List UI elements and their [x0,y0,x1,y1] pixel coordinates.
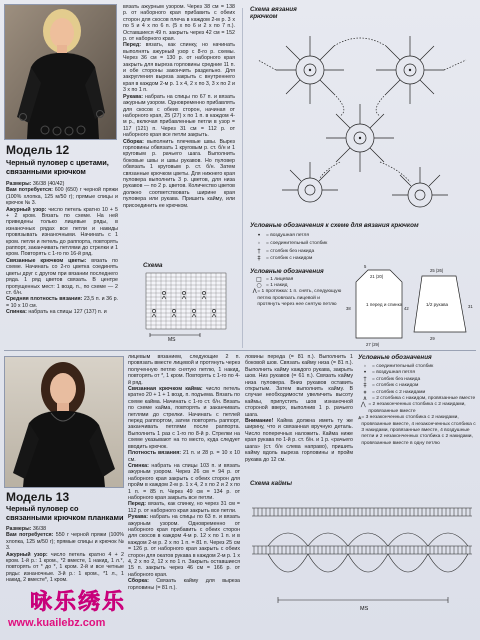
model13-text-col2 [128,354,240,636]
model12-col2-p0: вязать ажурным узором. Через 38 см = 138 р. от наборного края прибавить с обеих сторон для скосов плеча в каждом 2-м р. 3 x по 5 и 4 x по 6 п. (5 x по 6 и 2 x по 7 п.). Оставшиеся 49 п. закрыть через 42 см = 152 р. от наборного края. [123,4,235,43]
model13-scheme-title: Схема каймы [250,480,292,487]
slip-stitch-icon: ◦ [257,239,261,247]
model12-col1-p1: Вам потребуется: 600 (650) г черной пряжи (100% хлопка, 125 м/50 г); прямые спицы и крючок № 3. [6,187,118,207]
pattern-piece-sleeve: 1/2 рукава [426,302,449,307]
chart-ms-marker: MS [168,337,176,343]
model12-col2-p1: Перед: вязать, как спинку, но начинать выполнять ажурный узор с 8-го р. схемы. Через 36 см = 130 р. от наборного края закрыть для выреза горловины средние 11 п. и обе стороны закончить раздельно. Для закругления выреза закрыть с внутреннего края в каждом 2-м р. 1 x 4, 2 x по 3, 3 x по 2 и 3 x по 1 п. [123,42,235,94]
legend-row: ◦ = соединительный столбик [252,240,432,248]
legend-row: • = воздушная петля [252,232,432,240]
svg-text:21 (20): 21 (20) [370,274,384,279]
chain-stitch-icon: • [363,369,367,377]
model13-text-col1 [6,526,124,588]
model12-photo-illustration [5,5,116,139]
model12-legend [252,232,432,263]
knitting-chart [140,271,236,343]
model12-legend-title: Условные обозначения к схеме для вязания крючком [250,222,419,229]
model12-col1-p0: Размеры: 36/38 (40/42) [6,181,65,187]
edging-crochet-scheme [248,490,476,616]
knit-stitch-icon: □ [256,276,262,283]
model12-scheme-title: Схема вязания крючком [250,6,297,20]
model13-photo-illustration [5,357,123,487]
edging-ms-marker: MS [360,606,369,612]
single-crochet-icon: † [257,247,261,255]
legend-row: † = столбик без накида [358,377,476,383]
treble-crochet-icon: ⧧ [363,388,367,396]
svg-text:27 (29): 27 (29) [366,342,380,347]
svg-text:38: 38 [346,306,351,311]
model13-subtitle: Черный пуловер со связанными крючком планками [6,504,124,522]
model12-legend2 [252,277,344,308]
yarn-over-icon: ○ [256,282,262,290]
model13-col1-p2: Ажурный узор: число петель кратно 4 + 2 кром. 1-й р.: 1 кром., *2 вместе, 1 накид, 1 л.*, повторять от * до *, 1 кром. 2-й и все четные ряды: изнаночные. 3-й р.: 1 кром., *1 л., 1 накид, 2 вместе*, 1 кром. [6,551,124,584]
site-url-watermark: www.kuailebz.com [8,617,106,629]
legend-row: • = воздушная петля [358,370,476,376]
dc2tog-icon: ∧ [362,395,368,403]
legend-row: ∧ = 2 столбика с накидом, провязанные вместе [358,396,476,402]
chain-stitch-icon: • [257,232,261,239]
decrease-icon: Λ [252,288,257,296]
model12-chart-title: Схема [143,262,163,269]
pattern-piece-front-back: 1 перед и спинка [366,302,403,307]
legend-row: Λ = 1 протяжка: 1 п. снять, следующую петлю провязать лицевой и протянуть через нее снятую петлю [252,288,342,307]
legend-row: ○ = 1 накид [252,283,344,289]
model12-col2-p3: Сборка: выполнить плечевые швы. Вырез горловины обвязать 1 круговым р. ст. б/н и 1 круговым р. рачьего шага. Выполнить боковые швы и швы рукавов. Но пуловер обвязать 1 круговым р. ст. б/н. Затем связанные крючком цветы. Для нижнего края пуловера выполнить 3 р. цветов, для низа рукавов — по 2 р. цветов. Количество цветов должно соответствовать ширине края пуловера или рукава. Пришить кайму, или присоединить ее крючком. [123,138,235,209]
legend-row: ⋀ = 2 незаконченных столбика с 2 накидами, провязанные вместе [358,402,476,415]
model13-col2-p3: Спинка: набрать на спицы 103 п. и вязать ажурным узором. Через 26 см = 94 р. от наборного края закрыть с обеих сторон для пройм в каждом 2-м р. 1 x 4, 2 x по 2 и 2 x по 1 п. = 85 п. Через 49 см = 134 р. от наборного края закрыть все петли. [128,462,240,501]
legend-row: ⧧ = столбик с 2 накидами [358,390,476,396]
svg-text:31: 31 [468,304,473,309]
model12-photo [4,4,117,140]
model13-col1-p1: Вам потребуется: 550 г черной пряжи (100% хлопка, 125 м/50 г); прямые спицы и крючок № 3. [6,532,124,552]
legend-row: ‡ = столбик с накидом [358,383,476,389]
single-crochet-icon: † [363,375,367,383]
model12-subtitle: Черный пуловер с цветами, связанными крючком [6,158,109,176]
model13-col1-p0: Размеры: 36/38 [6,526,47,532]
site-logo-watermark: 咏乐绣乐 [30,590,127,615]
model12-legend2-title: Условные обозначения [250,268,324,275]
cluster-icon: ⩓ [358,414,362,422]
model13-photo [4,356,124,488]
model13-col3-p1: Внимание! Кайма должна иметь ту же ширину, что и связанная вручную деталь. Число поперечных наложить. Кайма ниже края рукава по 1-й р. ст. б/н. и 1 р. «рачьего шага» (ст. б/н слева направо), пришить кайму вдоль выреза горловины и пройм рукава до 12 см. [245,418,353,463]
model12-pattern-diagram [346,262,476,348]
legend-row: ⩓ = 3 незаконченных столбика с 2 накидами, провязанные вместе, 4 незаконченных столбика с 3 накидами, провязанные вместе, 4 воздушные петли и 2 незаконченных столбика с 2 накидами, провязанные вместе в одну петлю [358,414,476,446]
model13-col2-p2: Плотность вязания: 21 п. и 28 р. = 10 x 10 см. [128,450,240,463]
double-crochet-icon: ‡ [257,255,261,263]
model12-col1-p5: Спинка: набрать на спицы 127 (137) п. и [6,309,107,316]
model13-legend [358,364,476,447]
model13-col2-p1: Связанная крючком кайма: число петель кратно 20 + 1 + 1 возд. п. подъема. Вязать по схеме кайма. Начинать с 1-го ст. б/н. Вязать по схеме кайма, повторять и заканчивать петлями до стрелки. Начинать с петлей перед раппортом, затем повторять раппорт, заканчивать петлями после раппорта. Выполнить 1 раз с 1-го по 8-й р. Стрелки на схеме указывают на то место, куда следует вводить крючок. [128,386,240,450]
svg-text:42: 42 [404,306,409,311]
model12-title: Модель 12 [6,143,70,157]
model12-text-col1 [6,181,118,336]
legend-row: † = столбик без накида [252,248,432,256]
svg-text:25 (26): 25 (26) [430,268,444,273]
svg-text:29: 29 [430,336,435,341]
model13-title: Модель 13 [6,490,70,504]
model13-col2-p6: Сборка: Связать кайму для выреза горловины (= 81 п.). [128,578,240,591]
model13-col3-p0: ловины переда (= 81 п.). Выполнить 1 боковой шов. Связать кайму низа (= 81 п.). Выполнить кайму каждого рукава, закрыть шов. Низ рукавов (= 61 п.). Связать кайму низа пуловера. Вниз рукавов оставить открытым. Затем выполнить кайму. В случае необходимости увеличить высоту каймы, припустить шов изнаночной стороной вверх, выполнив 1 р. рачьего шага. [245,354,353,418]
model12-col2-p2: Рукава: набрать на спицы по 67 п. и вязать ажурным узором. Одновременно прибавлять для скосов с обеих сторон, начиная от наборного края, 25 (27) x по 1 п. в каждом 4-м р., включая прибавленные петли в узор = 117 (121) п. Через 31 см = 112 р. от наборного края все петли закрыть. [123,93,235,139]
model13-col2-p0: лицевым вязанием, следующие 2 п. провязать вместе лицевой и протянуть через полученную петлю снятую петлю, 1 накид, повторять от *, 1 кром. Повторять с 1-го по 4-й ряд. [128,354,240,386]
model13-col2-p5: Рукава: набрать на спицы по 63 п. и вязать ажурным узором. Одновременно от наборного края прибавить с обеих сторон для скосов в каждом 4-м р. 12 x по 1 п. и в каждом 2-м р. 2 x по 1 п. = 81 п. Через 25 см = 126 р. от наборного края закрыть с обеих сторон для окатов рукава в каждом 2-м р. 1 x 4, 2 x по 2, 12 x по 1 п. Закрыть оставшиеся 15 п. закрыть через 46 см = 166 р. от наборного края. [128,514,240,578]
model12-text-col2 [123,4,235,254]
model13-legend-title: Условные обозначения [358,354,432,361]
svg-text:5: 5 [364,264,367,269]
model12-col1-p4: Средняя плотность вязания: 23,5 п. и 36 р. = 10 x 10 см. [6,296,118,309]
slip-stitch-icon: ◦ [363,363,367,370]
legend-row: ◦ = соединительный столбик [358,364,476,370]
flower-crochet-scheme [250,20,476,220]
tr2tog-icon: ⋀ [360,401,366,409]
model13-text-col3 [245,354,353,478]
model13-col2-p4: Перед: вязать, как спинку, но через 31 см = 112 р. от наборного края закрыть все петли. [128,501,240,514]
legend-row: □ = 1 лицевая [252,277,344,283]
legend-row: ‡ = столбик с накидом [252,255,432,263]
model12-col1-p3: Связанные крючком цветы: вязать по схеме. Начинать со 2-го цветка соединять цветы друг с другом при вязании последнего ряда. 1 ряд цветов связать. В центре пропущенных мест: 1 возд. п., по схеме — 2 ст. б/н. [6,257,118,296]
double-crochet-icon: ‡ [363,382,367,390]
model12-col1-p2: Ажурный узор: число петель кратно 10 + 5 + 2 кром. Вязать по схеме. На ней приведены только лицевые ряды, в изнаночных рядах все петли и накиды провязывать изнаночными. Начинать с 1 кром. петли и петель до раппорта, повторять раппорт, заканчивать петлями до стрелки и 1 кром. Повторять с 1-го по 16-й ряд. [6,206,118,258]
